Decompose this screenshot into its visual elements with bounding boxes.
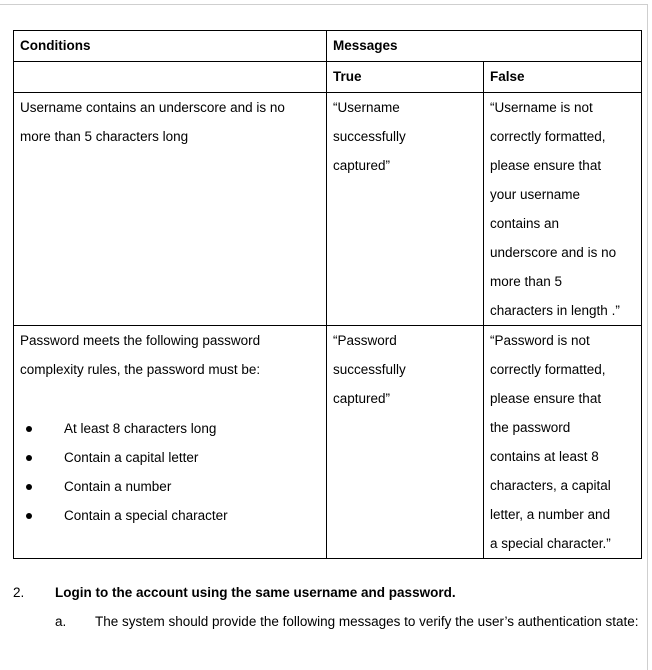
false-message-line: “Username is not bbox=[490, 100, 593, 115]
step-heading: Login to the account using the same username and password. bbox=[55, 585, 456, 600]
false-message-line: “Password is not bbox=[490, 333, 590, 348]
condition-line: Username contains an underscore and is no bbox=[20, 100, 285, 115]
list-item bbox=[20, 414, 320, 443]
condition-cell bbox=[14, 326, 327, 559]
true-message-cell bbox=[327, 93, 484, 326]
true-message-line: captured” bbox=[333, 158, 391, 173]
false-message-line: more than 5 bbox=[490, 274, 563, 289]
rule-text: Contain a special character bbox=[64, 508, 228, 523]
condition-line: Password meets the following password bbox=[20, 333, 261, 348]
header-conditions: Conditions bbox=[14, 31, 327, 62]
condition-line: complexity rules, the password must be: bbox=[20, 362, 261, 377]
bullet-icon bbox=[26, 426, 32, 432]
false-message-line: underscore and is no bbox=[490, 245, 617, 260]
true-message-line: captured” bbox=[333, 391, 391, 406]
false-message-line: characters in length .” bbox=[490, 303, 620, 318]
false-message-line: correctly formatted, bbox=[490, 362, 606, 377]
conditions-table bbox=[13, 30, 642, 559]
table-row bbox=[14, 326, 642, 559]
false-message-line: contains at least 8 bbox=[490, 449, 599, 464]
bullet-icon bbox=[26, 513, 32, 519]
list-item bbox=[20, 472, 320, 501]
false-message-cell bbox=[484, 93, 642, 326]
header-false: False bbox=[484, 62, 642, 93]
password-rules-list bbox=[20, 414, 320, 530]
condition-line: more than 5 characters long bbox=[20, 129, 189, 144]
list-item bbox=[20, 443, 320, 472]
rule-text: Contain a capital letter bbox=[64, 450, 199, 465]
step-number: 2. bbox=[13, 585, 25, 600]
table-header-row bbox=[14, 31, 642, 62]
true-message-line: “Password bbox=[333, 333, 397, 348]
table-row bbox=[14, 93, 642, 326]
bullet-icon bbox=[26, 455, 32, 461]
header-messages: Messages bbox=[327, 31, 642, 62]
subheader-empty bbox=[14, 62, 327, 93]
true-message-cell bbox=[327, 326, 484, 559]
false-message-line: contains an bbox=[490, 216, 560, 231]
condition-cell bbox=[14, 93, 327, 326]
page-top-border bbox=[0, 4, 648, 5]
false-message-line: please ensure that bbox=[490, 158, 602, 173]
spacer bbox=[20, 384, 320, 414]
table-subheader-row bbox=[14, 62, 642, 93]
header-true: True bbox=[327, 62, 484, 93]
false-message-line: the password bbox=[490, 420, 571, 435]
rule-text: Contain a number bbox=[64, 479, 172, 494]
bullet-icon bbox=[26, 484, 32, 490]
rule-text: At least 8 characters long bbox=[64, 421, 217, 436]
true-message-line: successfully bbox=[333, 362, 406, 377]
false-message-line: correctly formatted, bbox=[490, 129, 606, 144]
false-message-cell bbox=[484, 326, 642, 559]
list-item bbox=[20, 501, 320, 530]
false-message-line: letter, a number and bbox=[490, 507, 611, 522]
true-message-line: “Username bbox=[333, 100, 400, 115]
false-message-line: your username bbox=[490, 187, 581, 202]
true-message-line: successfully bbox=[333, 129, 406, 144]
false-message-line: characters, a capital bbox=[490, 478, 611, 493]
false-message-line: a special character.” bbox=[490, 536, 611, 551]
page-right-border bbox=[647, 4, 648, 670]
sub-step-text: The system should provide the following messages to verify the user’s authentication state: bbox=[95, 614, 639, 629]
sub-step-letter: a. bbox=[55, 614, 67, 629]
false-message-line: please ensure that bbox=[490, 391, 602, 406]
